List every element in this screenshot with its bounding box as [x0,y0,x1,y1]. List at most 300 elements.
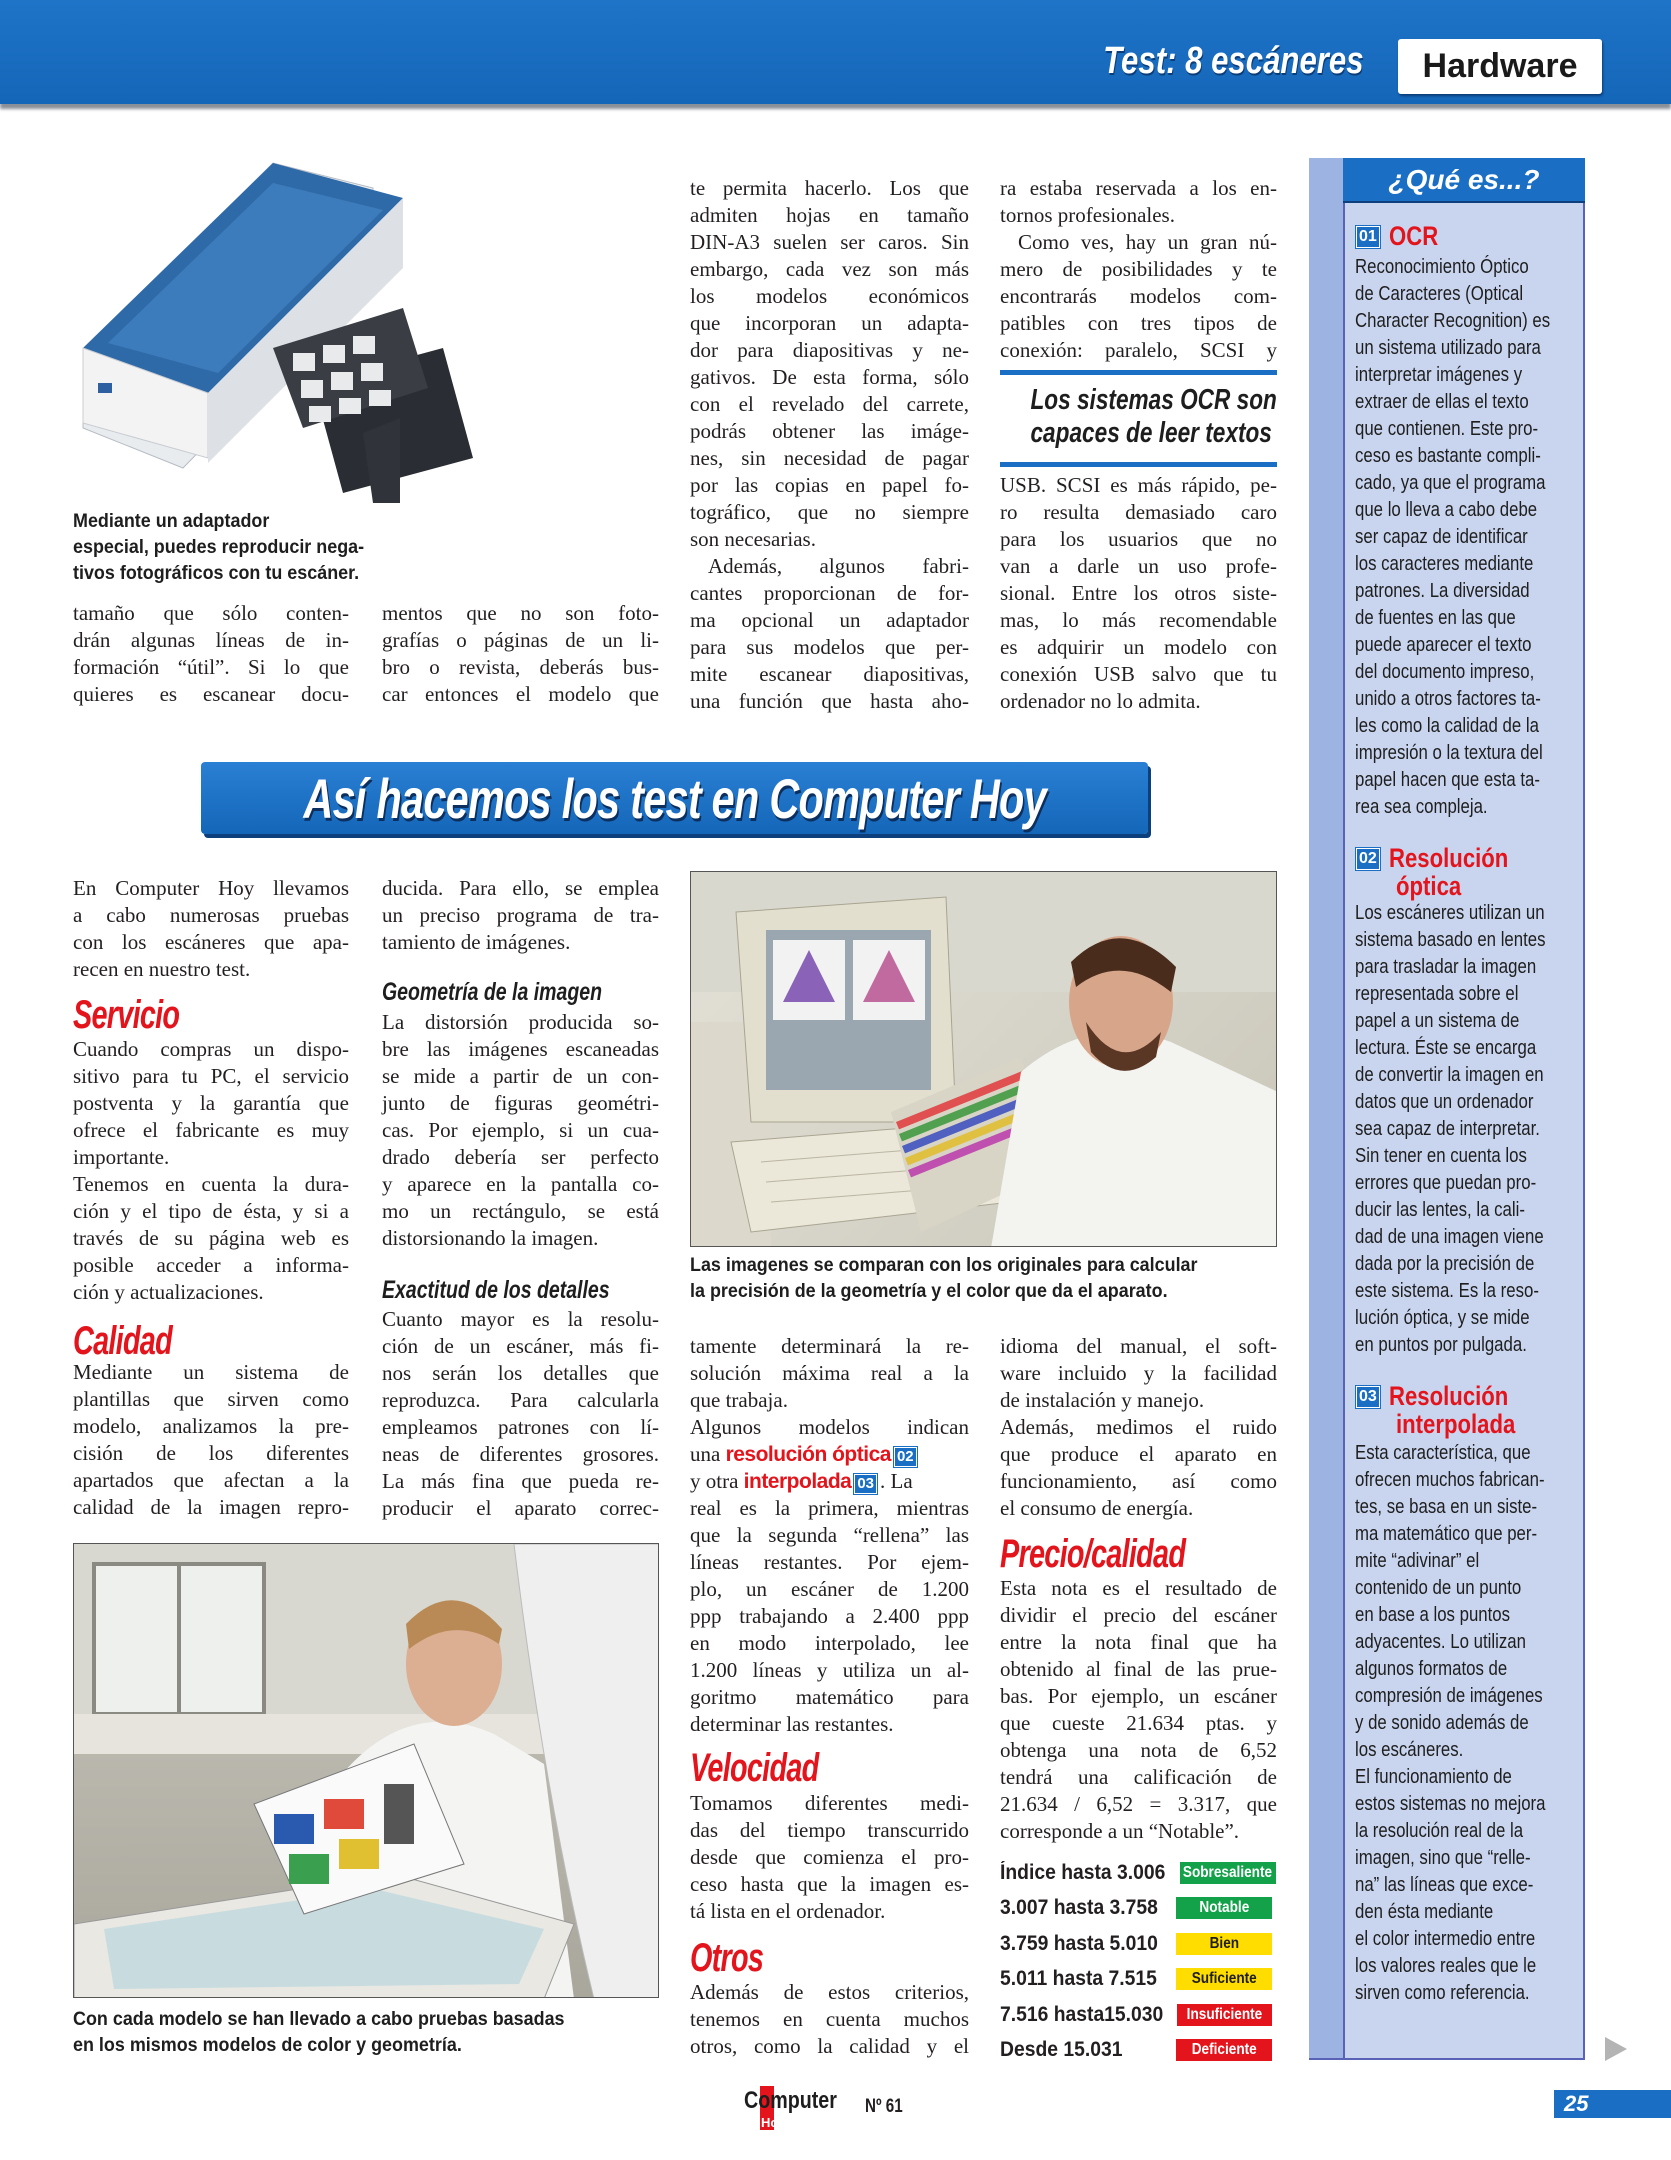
text-line: bas. Por ejemplo, un escáner [1000,1684,1277,1708]
glossary-heading-line [1357,1382,1542,1410]
text-line [1355,578,1587,605]
text-line: admiten hojas en tamaño [690,203,969,227]
text-line [1355,1656,1582,1683]
text-run: lución óptica, y se mide [1355,1307,1530,1329]
calidad-text [73,1359,349,1521]
text-line [1355,1440,1582,1467]
text-line: ware incluido y la facilidad [1000,1361,1277,1385]
text-line: por las copias en papel fo- [690,473,969,497]
text-run: extraer de ellas el texto [1355,391,1529,413]
text-line: Tenemos en cuenta la dura- [73,1172,349,1196]
text-line [1355,767,1587,794]
text-line [1355,686,1587,713]
glossary-number-badge: 03 [1359,1388,1377,1405]
text-line: nos serán los detalles que [382,1361,659,1385]
rating-badge [1176,1933,1272,1955]
text-run: . La [880,1469,913,1493]
text-line: Tomamos diferentes medi- [690,1791,969,1815]
caption-line: tivos fotográficos con tu escáner. [73,562,360,584]
text-line: ra estaba reservada a los en- [1000,176,1277,200]
text-line: drán algunas líneas de in- [73,628,349,652]
text-line: distorsionando la imagen. [382,1226,599,1250]
text-line: desde que comienza el pro- [690,1845,969,1869]
text-line: una función que hasta aho- [690,689,969,713]
rating-grade: Sobresaliente [1183,1864,1273,1881]
text-line [1355,1764,1582,1791]
scanner-photo [73,158,400,503]
text-line: cisión de los diferentes [73,1441,349,1465]
text-line: ducida. Para ello, se emplea [382,876,659,900]
exactitud-text [382,1306,659,1522]
text-line [1355,794,1587,821]
text-line: y aparece en la pantalla co- [382,1172,659,1196]
text-line: mentos que no son foto- [382,601,659,625]
text-line: Cuanto mayor es la resolu- [382,1307,659,1331]
text-run: sistema basado en lentes [1355,929,1546,951]
text-line [1355,1926,1582,1953]
text-line: mero de posibilidades y te [1000,257,1277,281]
heading-velocidad: Velocidad [690,1746,819,1790]
glossary-number-badge: 01 [1359,228,1377,245]
text-line: calidad de la imagen repro- [73,1495,349,1519]
text-line: que incorporan un adapta- [690,311,969,335]
text-line: Además, algunos fabri- [708,554,969,578]
text-run: puede aparecer el texto [1355,634,1532,656]
heading-precio-calidad: Precio/calidad [1000,1532,1186,1576]
text-line: nes, sin necesidad de pagar [690,446,969,470]
next-page-arrow-icon [1605,2037,1627,2061]
text-line: empleamos patrones con lí- [382,1415,659,1439]
text-run: los escáneres. [1355,1739,1464,1761]
servicio-text [73,1036,349,1306]
glossary-heading-line [1357,872,1534,900]
text-line: conexión: paralelo, SCSI y [1000,338,1277,362]
text-line: ma opcional un adaptador [690,608,969,632]
text-run: el color intermedio entre [1355,1928,1536,1950]
rating-row [1000,2035,1272,2065]
text-line [1355,1062,1582,1089]
text-line: que cueste 21.634 ptas. y [1000,1711,1277,1735]
text-line [1355,981,1582,1008]
article-title: Test: 8 escáneres [1103,40,1364,82]
rating-grade: Suficiente [1191,1970,1257,1987]
pullquote-line: Los sistemas OCR son [1030,384,1277,416]
glossary-ref-badge: 03 [857,1475,875,1492]
text-line: Algunos modelos indican [690,1415,969,1439]
text-line: con el revelado del carrete, [690,392,969,416]
text-line [1355,1683,1582,1710]
text-line: ceso hasta que la imagen es- [690,1872,969,1896]
text-line: en modo interpolado, lee [690,1631,969,1655]
text-line: mite escanear diapositivas, [690,662,969,686]
text-line [1355,954,1582,981]
text-line [1355,389,1587,416]
rating-badge [1176,2039,1272,2061]
text-line: La distorsión producida so- [382,1010,659,1034]
text-line: cas. Por ejemplo, si un cua- [382,1118,659,1142]
text-line: el consumo de energía. [1000,1496,1194,1520]
text-run: estos sistemas no mejora [1355,1793,1546,1815]
text-line [1355,1845,1582,1872]
text-line: producir el aparato correc- [382,1496,659,1520]
rating-range: Índice hasta 3.006 [1000,1861,1166,1884]
text-line: idioma del manual, el soft- [1000,1334,1277,1358]
glossary-title: Resolución [1388,843,1509,873]
text-line: con los escáneres que apa- [73,930,349,954]
text-run: dada por la precisión de [1355,1253,1535,1275]
text-line: recen en nuestro test. [73,957,251,981]
text-line [1355,1629,1582,1656]
sidebar-title: ¿Qué es...? [1343,158,1585,201]
body-text-col4-mid [1000,472,1277,715]
text-run: sea capaz de interpretar. [1355,1118,1540,1140]
text-line: través de su página web es [73,1226,349,1250]
text-line: neas de diferentes grosores. [382,1442,659,1466]
text-line: líneas restantes. Por ejem- [690,1550,969,1574]
text-line: bro o revista, deberás bus- [382,655,659,679]
text-line: que la segunda “rellena” las [690,1523,969,1547]
text-run: tes, se basa en un siste- [1355,1496,1538,1518]
pullquote [1000,384,1277,450]
text-line [1355,1305,1582,1332]
text-run: en puntos por pulgada. [1355,1334,1527,1356]
text-run: los valores reales que le [1355,1955,1537,1977]
text-run: datos que un ordenador [1355,1091,1534,1113]
text-line: plantillas que sirven como [73,1387,349,1411]
text-run: les como la calidad de la [1355,715,1539,737]
glossary-ref-badge: 02 [896,1448,914,1465]
text-run: papel hacen que esta ta- [1355,769,1540,791]
scanner-photo-caption [73,508,364,586]
rating-range: 3.759 hasta 5.010 [1000,1932,1158,1955]
body-text-col1-top [73,600,349,708]
text-line: grafías o páginas de un li- [382,628,659,652]
heading-otros: Otros [690,1936,764,1980]
text-line: 1.200 líneas y utiliza un al- [690,1658,969,1682]
text-line: mas, lo más recomendable [1000,608,1277,632]
text-run: representada sobre el [1355,983,1519,1005]
rating-row [1000,1929,1272,1959]
text-line: son necesarias. [690,527,816,551]
glossary-heading-line [1357,222,1449,250]
text-run: dad de una imagen viene [1355,1226,1544,1248]
text-line: das del tiempo transcurrido [690,1818,969,1842]
text-run: que contienen. Este pro- [1355,418,1539,440]
text-run: en base a los puntos [1355,1604,1511,1626]
text-run: lectura. Éste se encarga [1355,1037,1537,1059]
section-banner [201,762,1148,834]
text-line [1355,900,1582,927]
text-line [1355,1035,1582,1062]
text-line: real es la primera, mientras [690,1496,969,1520]
text-line [1355,1170,1582,1197]
text-run: ser capaz de identificar [1355,526,1528,548]
text-run: ma matemático que per- [1355,1523,1538,1545]
text-run: este sistema. Es la reso- [1355,1280,1539,1302]
glossary-term: interpolada [743,1470,852,1493]
text-line: Mediante un sistema de [73,1360,349,1384]
text-run: compresión de imágenes [1355,1685,1543,1707]
text-line: conexión USB salvo que tu [1000,662,1277,686]
rating-grade: Bien [1209,1935,1239,1952]
text-line [1355,927,1582,954]
text-line: Esta nota es el resultado de [1000,1576,1277,1600]
text-line: que produce el aparato en [1000,1442,1277,1466]
text-line: tornos profesionales. [1000,203,1175,227]
text-run: na” las líneas que exce- [1355,1874,1534,1896]
text-line [1355,1116,1582,1143]
otros-text-cont [1000,1333,1277,1522]
text-run: adyacentes. Lo utilizan [1355,1631,1526,1653]
text-line [1355,740,1587,767]
pullquote-rule-bottom [1000,462,1277,467]
text-line [1355,1980,1582,2007]
rating-badge [1176,1968,1272,1990]
text-run: y de sonido además de [1355,1712,1529,1734]
geometria-text [382,1009,659,1252]
text-line: Cuando compras un dispo- [73,1037,349,1061]
text-run: una [690,1442,726,1466]
text-line: tá lista en el ordenador. [690,1899,886,1923]
text-line [1355,713,1587,740]
text-line [690,1468,969,1495]
text-line [1355,1008,1582,1035]
text-line: mo un rectángulo, se está [382,1199,659,1223]
text-line: tamiento de imágenes. [382,930,571,954]
text-line [1355,1872,1582,1899]
text-line [1355,632,1587,659]
text-run: la resolución real de la [1355,1820,1524,1842]
text-run: unido a otros factores ta- [1355,688,1541,710]
lab-photo-caption [690,1252,1198,1304]
velocidad-text [690,1790,969,1925]
rating-badge [1177,2004,1272,2026]
text-line: plo, un escáner de 1.200 [690,1577,969,1601]
text-line: gativos. De esta forma, sólo [690,365,969,389]
text-line: Además, medimos el ruido [1000,1415,1277,1439]
text-line: funcionamiento, así como [1000,1469,1277,1493]
text-line: para sus modelos que per- [690,635,969,659]
svg-text:Computer: Computer [744,2086,837,2114]
rating-row [1000,1964,1272,1994]
text-line: es adquirir un modelo con [1000,635,1277,659]
text-run: errores que puedan pro- [1355,1172,1537,1194]
text-line: corresponde a un “Notable”. [1000,1819,1240,1843]
text-line: solución máxima real a la [690,1361,969,1385]
text-line [1355,1575,1582,1602]
text-line: apartados que afectan a la [73,1468,349,1492]
text-line: ción de un escáner, más fi- [382,1334,659,1358]
caption-line: especial, puedes reproducir nega- [73,536,365,558]
glossary-title: interpolada [1396,1409,1516,1439]
text-run: Character Recognition) es [1355,310,1551,332]
text-line [1355,1818,1582,1845]
text-line [1355,254,1587,281]
text-line [1355,1899,1582,1926]
text-line [1355,1953,1582,1980]
text-line [1355,1251,1582,1278]
glossary-title: Resolución [1388,1381,1509,1411]
text-line [1355,659,1587,686]
text-line [690,1441,969,1468]
text-run: de Caracteres (Optical [1355,283,1524,305]
glossary-number-badge: 02 [1359,850,1377,867]
text-run: los caracteres mediante [1355,553,1534,575]
text-line: a cabo numerosas pruebas [73,903,349,927]
rating-row [1000,1858,1272,1888]
text-line [1355,1089,1582,1116]
text-line [1355,470,1587,497]
text-line: dividir el precio del escáner [1000,1603,1277,1627]
intro-text [73,875,349,983]
text-line [1355,1224,1582,1251]
glossary-title: OCR [1388,221,1438,251]
text-line: otros, como la calidad y el [690,2034,969,2058]
text-line: postventa y la garantía que [73,1091,349,1115]
otros-text [690,1979,969,2060]
text-line: de instalación y manejo. [1000,1388,1205,1412]
text-run: de fuentes en las que [1355,607,1516,629]
text-line: ción y el tipo de ésta, y si a [73,1199,349,1223]
text-line: sional. Entre los otros siste- [1000,581,1277,605]
text-line: van a darle un uso profe- [1000,554,1277,578]
text-run: de convertir la imagen en [1355,1064,1544,1086]
text-line: La más fina que pueda re- [382,1469,659,1493]
text-line [1355,1521,1582,1548]
glossary-heading [1357,844,1534,900]
text-line: te permita hacerlo. Los que [690,176,969,200]
text-line: tamente determinará la re- [690,1334,969,1358]
glossary-heading [1357,222,1449,250]
text-line: entre la nota final que ha [1000,1630,1277,1654]
text-line: reproduzca. Para calcularla [382,1388,659,1412]
text-line: tendrá una calificación de [1000,1765,1277,1789]
rating-range: 7.516 hasta15.030 [1000,2003,1164,2026]
text-run: El funcionamiento de [1355,1766,1512,1788]
text-line [1355,1791,1582,1818]
text-line: ppp trabajando a 2.400 ppp [690,1604,969,1628]
rating-range: Desde 15.031 [1000,2038,1123,2061]
text-line: patibles con tres tipos de [1000,311,1277,335]
text-line [1355,1278,1582,1305]
text-line [1355,605,1587,632]
text-line: ordenador no lo admita. [1000,689,1201,713]
text-line [1355,308,1587,335]
text-line: importante. [73,1145,170,1169]
text-line: para los usuarios que no [1000,527,1277,551]
text-run: ducir las lentes, la cali- [1355,1199,1525,1221]
text-line [1355,497,1587,524]
text-line [1355,1737,1582,1764]
text-line [1355,1710,1582,1737]
text-line [1355,335,1587,362]
scanner-test-photo [73,1543,659,1998]
rating-badge [1176,1897,1272,1919]
text-line: que trabaja. [690,1388,788,1412]
text-line: USB. SCSI es más rápido, pe- [1000,473,1277,497]
rating-row [1000,1893,1272,1923]
text-line [1355,1548,1582,1575]
svg-text:Hoy: Hoy [761,2115,786,2130]
text-line: posible acceder a informa- [73,1253,349,1277]
text-run: papel a un sistema de [1355,1010,1520,1032]
text-line: podrás obtener las imáge- [690,419,969,443]
text-line: Como ves, hay un gran nú- [1018,230,1277,254]
text-line: los modelos económicos [690,284,969,308]
text-line: car entonces el modelo que [382,682,659,706]
text-line: sitivo para tu PC, el servicio [73,1064,349,1088]
glossary-text [1355,254,1587,821]
text-run: impresión o la textura del [1355,742,1543,764]
text-line [1355,1332,1582,1359]
text-line: ción y actualizaciones. [73,1280,264,1304]
rating-grade: Notable [1199,1899,1249,1916]
section-label: Hardware [1398,39,1602,94]
text-line: obtenido al final de las prue- [1000,1657,1277,1681]
text-line: encontrarás modelos com- [1000,284,1277,308]
body-text-col3-top [690,175,969,715]
text-run: Reconocimiento Óptico [1355,256,1529,278]
caption-line: en los mismos modelos de color y geometría. [73,2034,462,2056]
text-line [1355,362,1587,389]
text-line [1355,416,1587,443]
text-line [1355,1197,1582,1224]
glossary-term: resolución óptica [725,1443,891,1466]
text-line: obtenga una nota de 6,52 [1000,1738,1277,1762]
pullquote-rule-top [1000,370,1277,375]
text-run: mite “adivinar” el [1355,1550,1480,1572]
text-line: junto de figuras geométri- [382,1091,659,1115]
text-line: ofrece el fabricante es muy [73,1118,349,1142]
banner-title: Así hacemos los test en Computer Hoy [303,766,1046,830]
text-line: 21.634 / 6,52 = 3.317, que [1000,1792,1277,1816]
body-text-col4-top [1000,175,1277,364]
text-run: algunos formatos de [1355,1658,1508,1680]
text-line: ro resulta demasiado caro [1000,500,1277,524]
heading-calidad: Calidad [73,1319,172,1363]
text-line: DIN-A3 suelen ser caros. Sin [690,230,969,254]
caption-line: la precisión de la geometría y el color que da el aparato. [690,1280,1168,1302]
text-line [1355,551,1587,578]
text-line [1355,443,1587,470]
text-line: se mide a partir de un con- [382,1064,659,1088]
heading-exactitud: Exactitud de los detalles [382,1276,610,1304]
text-run: y otra [690,1469,744,1493]
text-line: modelo, analizamos la pre- [73,1414,349,1438]
rating-badge [1180,1862,1276,1884]
text-line [1355,1602,1582,1629]
text-line: Además de estos criterios, [690,1980,969,2004]
glossary-text [1355,1440,1582,2007]
heading-geometria: Geometría de la imagen [382,978,602,1006]
text-line: determinar las restantes. [690,1712,894,1736]
text-run: Esta característica, que [1355,1442,1531,1464]
page-number: 25 [1554,2090,1671,2118]
text-run: patrones. La diversidad [1355,580,1530,602]
glossary-heading-line [1357,844,1534,872]
caption-line: Con cada modelo se han llevado a cabo pruebas basadas [73,2008,565,2030]
rating-range: 3.007 hasta 3.758 [1000,1896,1158,1919]
text-run: un sistema utilizado para [1355,337,1541,359]
text-line: tenemos en cuenta muchos [690,2007,969,2031]
issue-number: Nº 61 [865,2096,903,2117]
heading-servicio: Servicio [73,993,180,1037]
text-line [1355,1467,1582,1494]
text-run: ofrecen muchos fabrican- [1355,1469,1545,1491]
text-run: imagen, sino que “relle- [1355,1847,1531,1869]
text-line: goritmo matemático para [690,1685,969,1709]
precio-text [1000,1575,1277,1845]
